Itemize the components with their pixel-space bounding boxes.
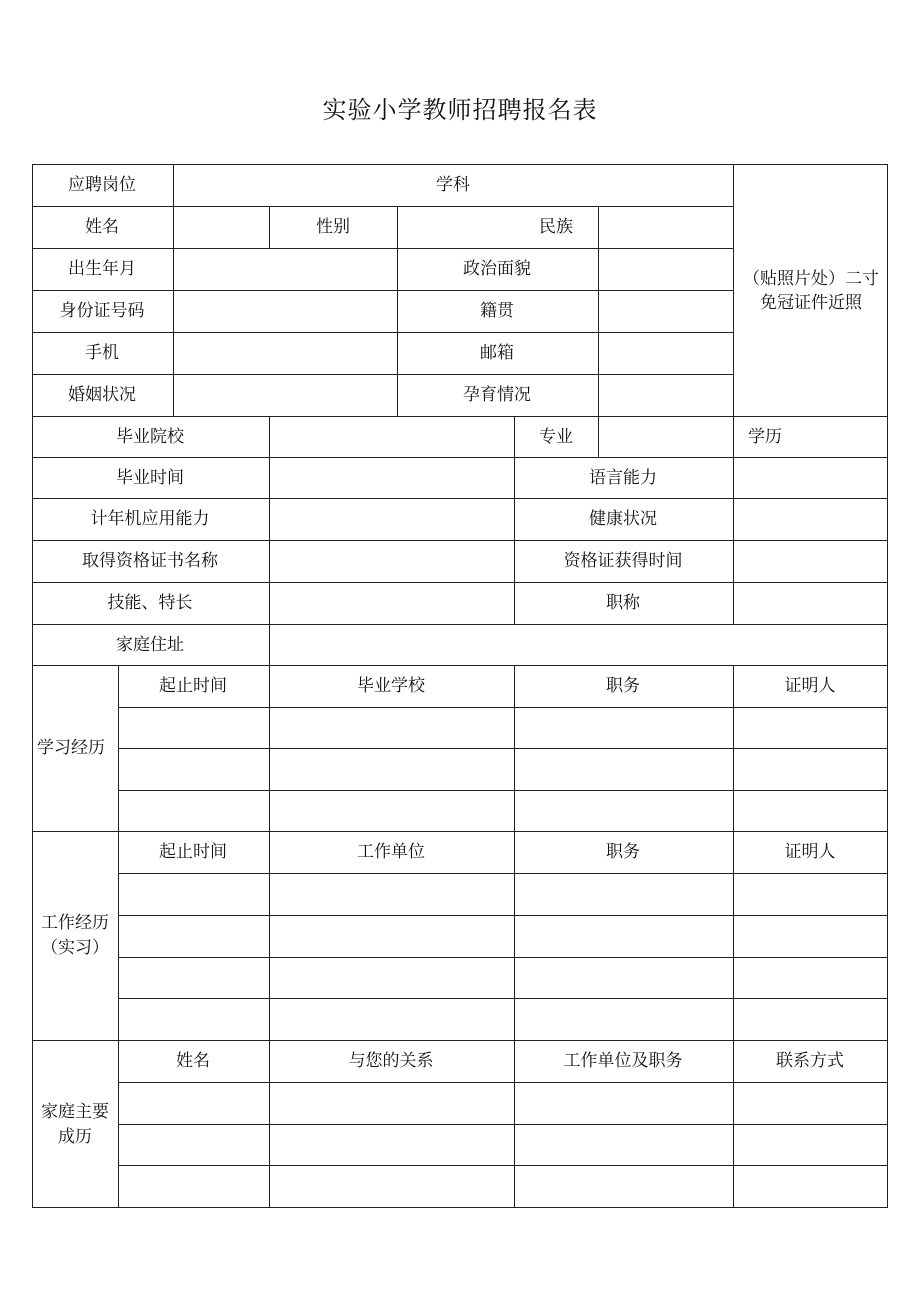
row-divider — [118, 998, 888, 999]
work-section-label-line1: 工作经历 — [41, 913, 109, 933]
phone-field[interactable] — [174, 333, 397, 374]
cert-time-field[interactable] — [734, 541, 887, 582]
form-title: 实验小学教师招聘报名表 — [322, 96, 598, 124]
family-header-contact: 联系方式 — [776, 1051, 844, 1071]
work-header-reference: 证明人 — [784, 842, 836, 862]
label-major: 专业 — [539, 427, 573, 447]
label-email: 邮箱 — [480, 343, 514, 363]
label-birth: 出生年月 — [68, 259, 136, 279]
label-phone: 手机 — [85, 343, 119, 363]
label-skills: 技能、特长 — [107, 593, 193, 613]
label-computer: 计年机应用能力 — [90, 509, 210, 529]
skills-field[interactable] — [270, 583, 514, 624]
birth-field[interactable] — [174, 249, 397, 290]
table-border-bottom — [32, 1207, 888, 1208]
label-subject: 学科 — [436, 175, 470, 195]
email-field[interactable] — [599, 333, 733, 374]
row-divider — [118, 748, 888, 749]
label-cert-name: 取得资格证书名称 — [82, 551, 218, 571]
label-title-rank: 职称 — [606, 593, 640, 613]
row-divider — [32, 1040, 888, 1041]
label-address: 家庭住址 — [116, 635, 184, 655]
study-header-duty: 职务 — [606, 676, 640, 696]
col-divider — [118, 665, 119, 1208]
label-fertility: 孕育情况 — [463, 385, 531, 405]
label-position: 应聘岗位 — [68, 175, 136, 195]
row-divider — [118, 915, 888, 916]
col-divider — [514, 416, 515, 624]
work-header-employer: 工作单位 — [357, 842, 425, 862]
row-divider — [118, 1124, 888, 1125]
title-rank-field[interactable] — [734, 583, 887, 624]
label-cert-time: 资格证获得时间 — [563, 551, 683, 571]
work-header-period: 起止时间 — [159, 842, 227, 862]
family-header-employer: 工作单位及职务 — [563, 1051, 683, 1071]
label-school: 毕业院校 — [116, 427, 184, 447]
label-grad-time: 毕业时间 — [116, 468, 184, 488]
col-divider — [514, 665, 515, 1208]
hometown-field[interactable] — [599, 291, 733, 332]
work-section-label-line2: （实习） — [41, 938, 109, 958]
family-section-label-line1: 家庭主要 — [41, 1102, 109, 1122]
photo-area[interactable] — [734, 165, 887, 416]
cert-name-field[interactable] — [270, 541, 514, 582]
family-section-label-line2: 成历 — [58, 1127, 92, 1147]
row-divider — [118, 790, 888, 791]
label-language: 语言能力 — [589, 468, 657, 488]
grad-time-field[interactable] — [270, 458, 514, 498]
name-field[interactable] — [174, 207, 269, 248]
school-field[interactable] — [270, 417, 514, 457]
label-marital: 婚姻状况 — [68, 385, 136, 405]
row-divider — [32, 831, 888, 832]
row-divider — [118, 1165, 888, 1166]
study-section-label: 学习经历 — [37, 738, 105, 758]
label-health: 健康状况 — [589, 509, 657, 529]
table-border-right — [887, 164, 888, 1208]
col-divider — [397, 206, 398, 416]
label-hometown: 籍贯 — [480, 301, 514, 321]
political-field[interactable] — [599, 249, 733, 290]
marital-field[interactable] — [174, 375, 397, 416]
study-header-school: 毕业学校 — [357, 676, 425, 696]
photo-instruction-line2: 免冠证件近照 — [760, 293, 862, 313]
fertility-field[interactable] — [599, 375, 733, 416]
major-field[interactable] — [599, 417, 733, 457]
health-field[interactable] — [734, 499, 887, 540]
language-field[interactable] — [734, 458, 887, 498]
label-political: 政治面貌 — [463, 259, 531, 279]
address-field[interactable] — [270, 625, 887, 665]
id-number-field[interactable] — [174, 291, 397, 332]
row-divider — [118, 873, 888, 874]
label-name: 姓名 — [85, 217, 119, 237]
family-header-relation: 与您的关系 — [348, 1051, 434, 1071]
col-divider — [269, 665, 270, 1208]
ethnicity-field[interactable] — [599, 207, 733, 248]
row-divider — [118, 707, 888, 708]
label-id-number: 身份证号码 — [59, 301, 145, 321]
label-ethnicity: 民族 — [539, 217, 573, 237]
col-divider — [733, 665, 734, 1208]
label-degree: 学历 — [748, 427, 782, 447]
work-header-duty: 职务 — [606, 842, 640, 862]
col-divider — [269, 206, 270, 248]
row-divider — [118, 957, 888, 958]
family-header-name: 姓名 — [176, 1051, 210, 1071]
computer-field[interactable] — [270, 499, 514, 540]
study-header-period: 起止时间 — [159, 676, 227, 696]
row-divider — [118, 1082, 888, 1083]
photo-instruction-line1: （贴照片处）二寸 — [743, 269, 879, 289]
table-border-left — [32, 164, 33, 1208]
row-divider — [32, 665, 888, 666]
study-header-reference: 证明人 — [784, 676, 836, 696]
label-gender: 性别 — [316, 217, 350, 237]
